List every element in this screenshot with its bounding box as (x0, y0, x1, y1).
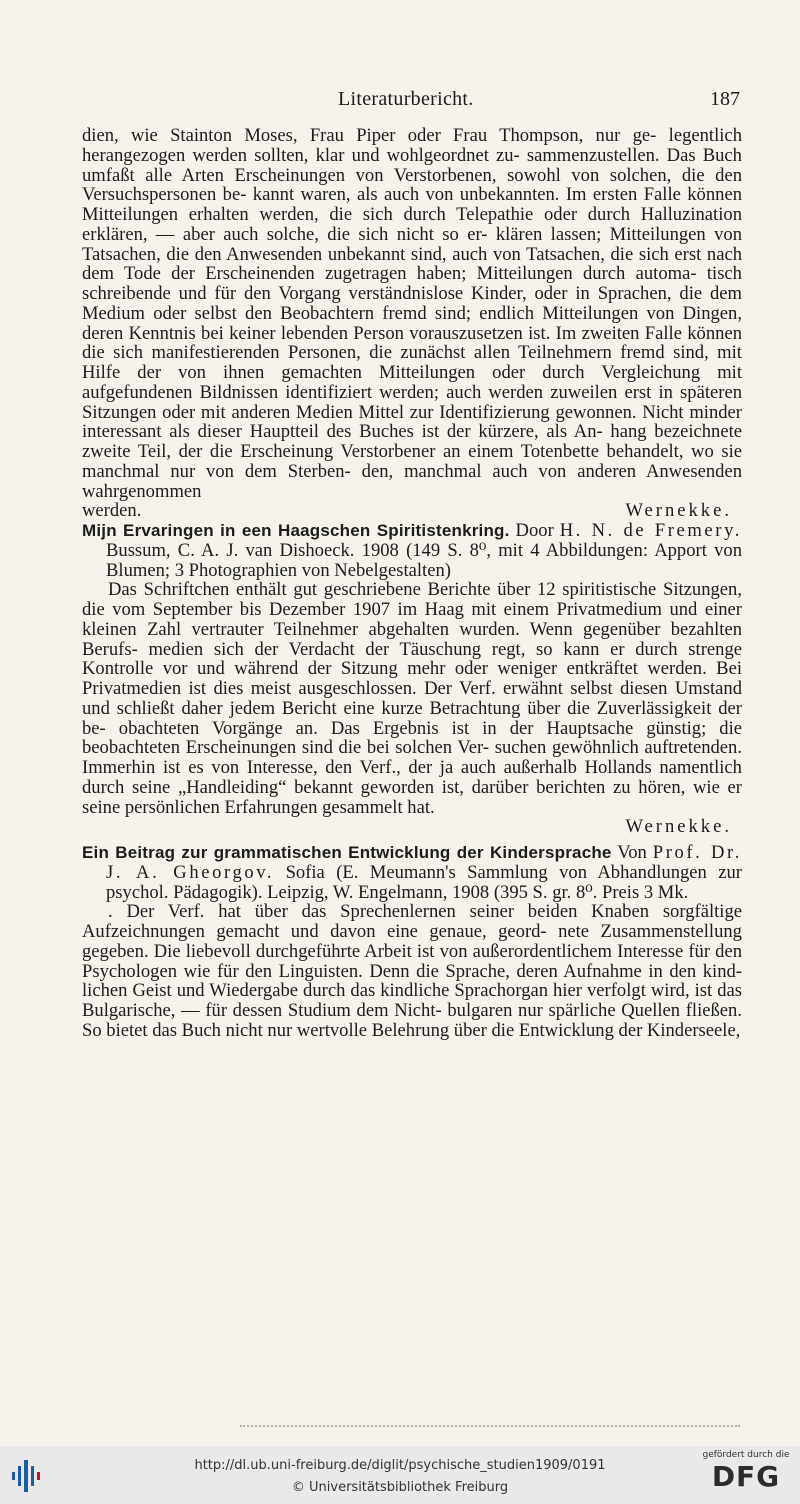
funder-note: gefördert durch die (702, 1450, 790, 1460)
article-3-biblio: Sofia (E. Meumann's Sammlung von Abhandlungen zur psychol. Pädagogik). Leipzig, W. Engelmann, 1908 (395 S. gr. 8⁰. Preis 3 Mk. (106, 861, 742, 903)
article-2-line: strenge Kontrolle vor und während der Sitzung mehr oder weniger (82, 638, 742, 680)
article-3-heading: Ein Beitrag zur grammatischen Entwicklung der Kindersprache (82, 843, 612, 862)
article-3-line: sorgfältige Aufzeichnungen gemacht und davon eine genaue, geord- (82, 901, 742, 942)
article-2-line: Das Schriftchen enthält gut geschriebene Berichte über 12 (108, 579, 563, 601)
scan-artifact-rule (240, 1425, 740, 1430)
article-2-citation (82, 521, 742, 580)
article-1-line: durch Vergleichung mit aufgefundenen Bildnissen identifiziert (82, 362, 742, 403)
article-3-line: verfolgt wird, ist das Bulgarische, — für dessen Studium dem Nicht- (82, 980, 743, 1021)
article-1-line: sammenzustellen. Das Buch umfaßt alle Arten Erscheinungen von (82, 144, 742, 186)
article-1-line: der Erscheinenden zugetragen haben; Mitteilungen durch automa- (171, 263, 707, 285)
article-3-line: nur wertvolle Belehrung über die Entwicklung der Kinderseele, (267, 1019, 741, 1041)
article-2-author: H. N. de Fremery. (559, 520, 743, 541)
article-2-line: spiritistische Sitzungen, die vom September bis Dezember 1907 im (82, 579, 742, 620)
article-2-line: medien sich der Verdacht der Täuschung regt, so kann er durch (148, 638, 689, 660)
article-3-line: nete Zusammenstellung gegeben. Die liebevoll durchgeführte Arbeit (82, 921, 742, 962)
article-2-line: Teilnehmer abgehalten wurden. Wenn gegenüber bezahlten Berufs- (82, 618, 742, 660)
article-1-signature: Wernekke. (625, 500, 732, 522)
article-2-author-prefix: Door (515, 520, 554, 541)
article-3-line: bulgaren nur spärliche Quellen fließen. So bietet das Buch nicht (82, 1000, 742, 1041)
article-3-body (82, 902, 742, 1040)
article-1-line: fremd sind, mit Hilfe der von ihnen gemachten Mitteilungen oder (82, 342, 742, 383)
article-2-line: wie er seine persönlichen Erfahrungen gesammelt hat. (82, 776, 742, 818)
article-3-author-prefix: Von (617, 842, 647, 863)
article-3-line: den Linguisten. Denn die Sprache, deren Aufnahme in den kind- (245, 960, 742, 982)
dfg-logo (700, 1450, 792, 1502)
article-2-line: „Handleiding“ bekannt geworden ist, darüber berichten zu hören, (177, 776, 693, 798)
article-1-line: unbekannt sind, auch von Tatsachen, die sich erst nach dem Tode (82, 243, 743, 285)
article-1-last-word: werden. (82, 500, 142, 522)
article-1-line: in Sprachen, die dem Medium oder selbst den Beobachtern fremd (82, 283, 743, 324)
dfg-wordmark: DFG (711, 1460, 781, 1493)
article-2-biblio: Bussum, C. A. J. van Dishoeck. 1908 (149 S. 8⁰, mit 4 Abbildungen: Apport von Blumen; 3 Photographien von Nebelgestalten) (106, 539, 742, 581)
document-url[interactable]: http://dl.ub.uni-freiburg.de/diglit/psychische_studien1909/0191 (194, 1458, 606, 1473)
article-3-author: Prof. Dr. J. A. Gheorgov. (106, 842, 742, 883)
running-title: Literaturbericht. (338, 88, 474, 110)
article-1-line: sich manifestierenden Personen, die zunächst allen Teilnehmern (113, 342, 621, 364)
article-2-line: suchen gewöhnlich auftretenden. Immerhin ist es von Interesse, den (82, 737, 742, 778)
article-1-line: Halluzination erklären, — aber auch solche, die sich nicht so er- (82, 204, 742, 245)
article-1-line: Mitteilungen erhalten werden, die sich durch Telepathie oder durch (82, 204, 641, 225)
article-2-line: Haag mit einem Privatmedium und einer kleinen Zahl vertrauter (82, 599, 742, 640)
article-3-line: ist von außerordentlichem Interesse für den Psychologen wie für (82, 940, 742, 982)
article-1-line: interessant als dieser Hauptteil des Buches ist der kürzere, als An- (82, 421, 611, 443)
article-1-line: legentlich herangezogen werden sollten, klar und wohlgeordnet zu- (82, 125, 742, 166)
article-1-line: tisch schreibende und für den Vorgang verständnislose Kinder, oder (82, 263, 742, 304)
article-1-line: anderen Medien Mittel zur Identifizierung gewonnen. Nicht minder (231, 401, 742, 423)
article-1-last-line (82, 501, 742, 521)
article-3-line: . Der Verf. hat über das Sprechenlernen seiner beiden Knaben (108, 901, 663, 923)
article-1-line: hang bezeichnete zweite Teil, der die Erscheinung Verstorbener an (82, 421, 743, 462)
article-2-body (82, 580, 742, 817)
article-1-line: dien, wie Stainton Moses, Frau Piper oder Frau Thompson, nur ge- (82, 125, 669, 146)
article-1-line: sind; endlich Mitteilungen von Dingen, deren Kenntnis bei keiner (82, 302, 742, 344)
article-3-citation (82, 843, 742, 902)
article-2-line: günstig; die beobachteten Erscheinungen sind die bei solchen Ver- (82, 717, 742, 759)
article-2-line: Bericht eine kurze Betrachtung über die Zuverlässigkeit der be- (82, 697, 742, 739)
article-1-line: werden; auch werden zuweilen erst in späteren Sitzungen oder mit (82, 381, 742, 423)
article-2-signature: Wernekke. (625, 816, 732, 838)
article-1-line: einem Totenbette behandelt, wo sie manchmal nur von dem Sterben- (82, 441, 742, 482)
viewer-footer (0, 1446, 800, 1504)
body-text (82, 126, 742, 1041)
article-2-line: entkräftet werden. Bei Privatmedien ist dies meist ausgeschlossen. (82, 658, 742, 699)
article-1-continuation (82, 126, 742, 501)
article-1-line: klären lassen; Mitteilungen von Tatsachen, die den Anwesenden (82, 223, 742, 265)
article-2-line: obachteten Vorgänge an. Das Ergebnis ist in der Hauptsache (118, 717, 647, 739)
article-3-line: lichen Geist und Wiedergabe durch das kindliche Sprachorgan hier (82, 980, 587, 1002)
article-1-line: lebenden Person vorauszusetzen ist. Im zweiten Falle können die (82, 322, 742, 364)
copyright-notice: © Universitätsbibliothek Freiburg (291, 1480, 509, 1495)
page-header (80, 88, 740, 114)
article-2-line: Der Verf. erwähnt selbst diesen Umstand und schließt daher jedem (82, 678, 742, 719)
article-2-line: Verf., der ja auch außerhalb Hollands namentlich durch seine (82, 757, 742, 798)
article-1-line: kannt waren, als auch von unbekannten. Im ersten Falle können (252, 184, 742, 206)
page-number: 187 (710, 88, 740, 110)
article-1-line: Verstorbenen, sowohl von solchen, die den Versuchspersonen be- (82, 164, 742, 206)
article-2-heading: Mijn Ervaringen in een Haagschen Spiritistenkring. (82, 521, 510, 540)
article-1-line: den, manchmal auch von anderen Anwesenden wahrgenommen (82, 460, 742, 502)
